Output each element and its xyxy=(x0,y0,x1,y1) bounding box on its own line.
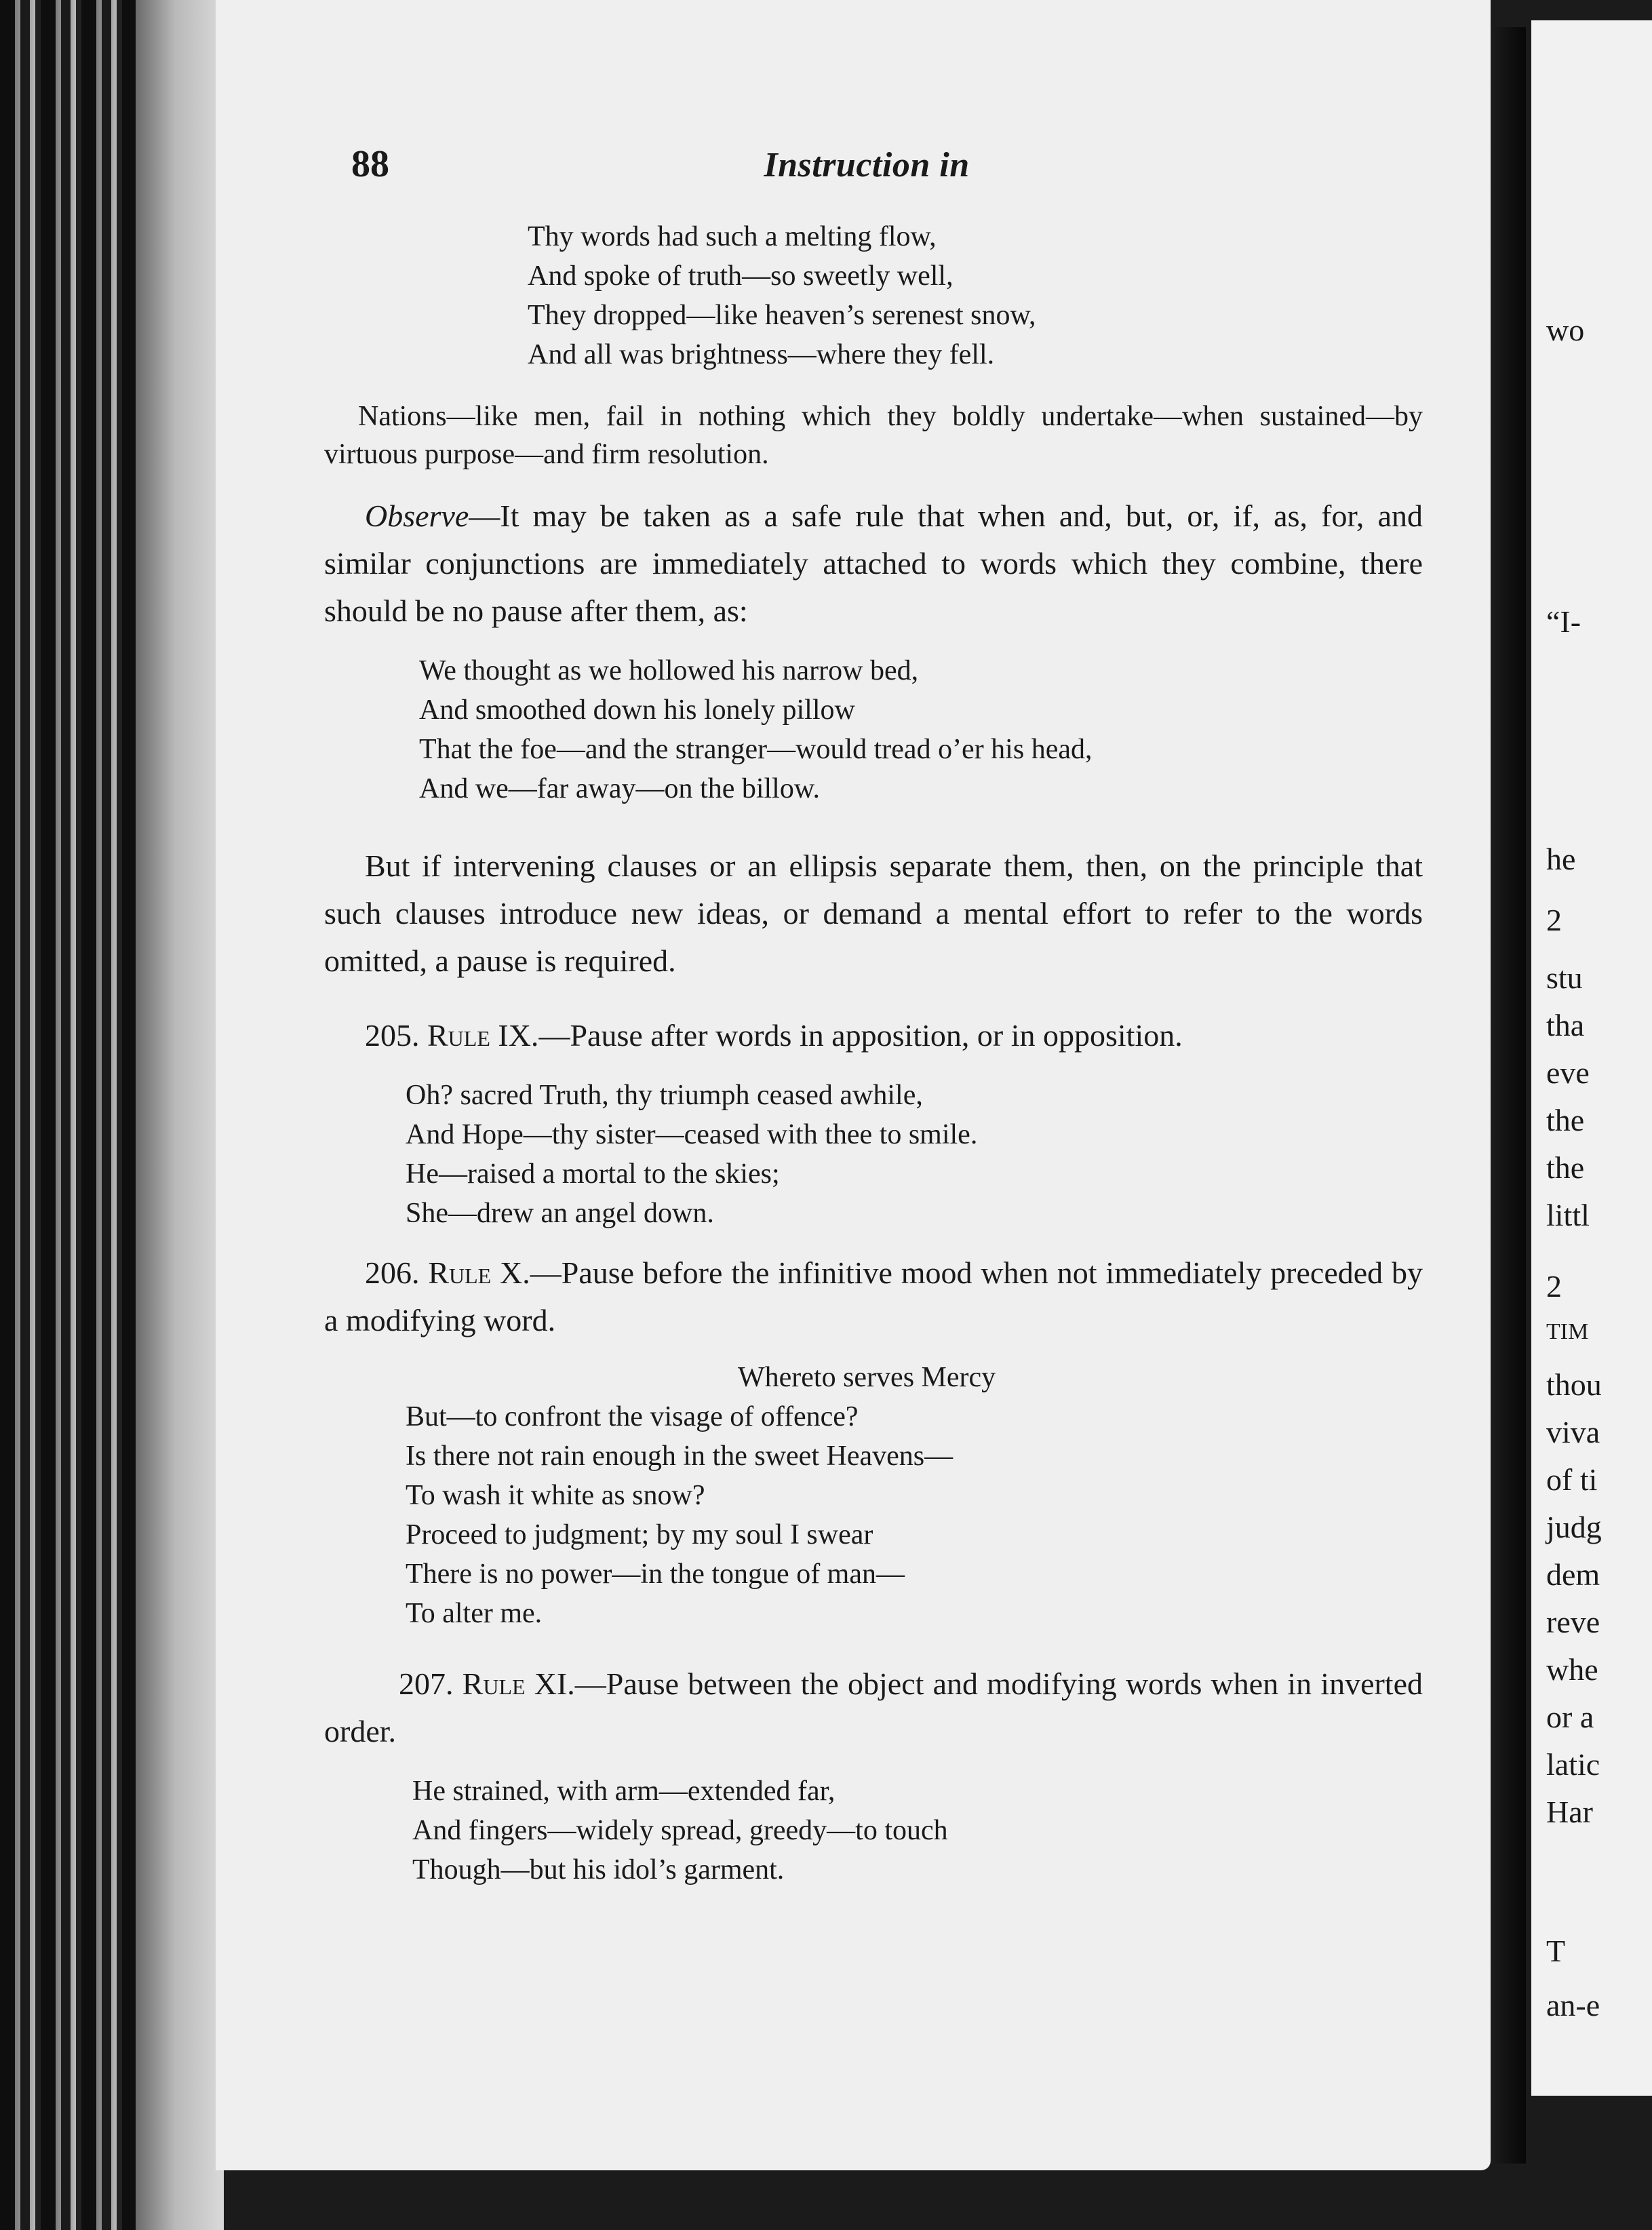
but-paragraph: But if intervening clauses or an ellipsis separate them, then, on the principle that such clauses introduce new ideas, or demand a mental effort to refer to the words omitted, a pause is required. xyxy=(324,848,1423,978)
verse-line: And Hope—thy sister—ceased with thee to smile. xyxy=(406,1119,978,1150)
verse-line: Oh? sacred Truth, thy triumph ceased awhile, xyxy=(406,1080,923,1111)
facing-page-fragment: thou xyxy=(1546,1367,1602,1402)
facing-page-fragment: judg xyxy=(1546,1510,1602,1544)
verse-line: And we—far away—on the billow. xyxy=(419,773,820,804)
page-edges xyxy=(136,0,224,2230)
facing-page-fragment: eve xyxy=(1546,1055,1590,1090)
verse-line: And spoke of truth—so sweetly well, xyxy=(528,260,953,292)
verse-line: She—drew an angel down. xyxy=(406,1198,714,1229)
book-page xyxy=(216,0,1491,2170)
verse-line: He strained, with arm—extended far, xyxy=(412,1776,835,1807)
facing-page-fragment: 2 xyxy=(1546,1269,1562,1304)
verse-line: Though—but his idol’s garment. xyxy=(412,1854,785,1885)
facing-page-fragment: whe xyxy=(1546,1652,1598,1687)
verse-line: He—raised a mortal to the skies; xyxy=(406,1158,780,1190)
rule-number: 206. xyxy=(365,1255,420,1290)
facing-page-fragment: or a xyxy=(1546,1700,1594,1734)
verse-block xyxy=(406,1076,1423,1233)
rule-number: 207. xyxy=(399,1666,454,1701)
verse-line: To wash it white as snow? xyxy=(406,1480,705,1511)
rule-label: Rule IX. xyxy=(427,1018,539,1053)
facing-page-fragment: an-e xyxy=(1546,1988,1600,2022)
facing-page-fragment: of ti xyxy=(1546,1462,1598,1497)
facing-page-fragment: Har xyxy=(1546,1795,1593,1829)
rule-text: —Pause before the infinitive mood when not immediately preceded by a modifying word. xyxy=(324,1255,1423,1337)
verse-line: That the foe—and the stranger—would tread o’er his head, xyxy=(419,734,1093,765)
verse-block xyxy=(528,217,1423,374)
facing-page-fragment: viva xyxy=(1546,1415,1600,1449)
facing-page-fragment: T xyxy=(1546,1934,1566,1968)
verse-line: And all was brightness—where they fell. xyxy=(528,339,995,370)
verse-line: And smoothed down his lonely pillow xyxy=(419,695,855,726)
verse-block xyxy=(419,651,1423,808)
facing-page-fragment: tha xyxy=(1546,1008,1585,1042)
facing-page-fragment: the xyxy=(1546,1103,1585,1137)
observe-paragraph xyxy=(324,492,1423,635)
rule-206 xyxy=(324,1249,1423,1344)
facing-page-fragment: he xyxy=(1546,842,1576,876)
verse-block xyxy=(412,1772,1423,1890)
verse-line: And fingers—widely spread, greedy—to touch xyxy=(412,1815,948,1846)
facing-page-fragment: stu xyxy=(1546,960,1583,995)
observe-text: —It may be taken as a safe rule that when and, but, or, if, as, for, and similar conjunctions are immediately attached to words which they combine, there should be no pause after them, as: xyxy=(324,498,1423,628)
verse-line: But—to confront the visage of offence? xyxy=(406,1401,859,1432)
facing-page-fragment: 2 xyxy=(1546,903,1562,937)
page-body xyxy=(324,217,1423,1890)
verse-line: Thy words had such a melting flow, xyxy=(528,221,937,252)
facing-page-fragment: the xyxy=(1546,1150,1585,1185)
facing-page-fragment: TIM xyxy=(1546,1319,1589,1344)
rule-text: —Pause between the object and modifying words when in inverted order. xyxy=(324,1666,1423,1748)
rule-207 xyxy=(324,1660,1423,1755)
rule-text: —Pause after words in apposition, or in opposition. xyxy=(538,1018,1183,1053)
facing-page-fragment: dem xyxy=(1546,1557,1600,1592)
verse-line: There is no power—in the tongue of man— xyxy=(406,1559,905,1590)
verse-line: To alter me. xyxy=(406,1598,543,1629)
rule-label: Rule X. xyxy=(428,1255,530,1290)
rule-label: Rule XI. xyxy=(462,1666,575,1701)
verse-line: Whereto serves Mercy xyxy=(738,1362,996,1393)
verse-line: We thought as we hollowed his narrow bed, xyxy=(419,655,919,686)
facing-page-fragment: latic xyxy=(1546,1747,1600,1782)
page-number: 88 xyxy=(351,143,389,185)
observe-lead: Observe xyxy=(365,498,469,533)
nations-paragraph: Nations—like men, fail in nothing which they boldly undertake—when sustained—by virtuous purpose—and firm resolution. xyxy=(324,401,1423,470)
facing-page xyxy=(1531,20,1652,2096)
verse-line: Is there not rain enough in the sweet Heavens— xyxy=(406,1441,953,1472)
verse-block xyxy=(406,1358,1423,1633)
running-head: Instruction in xyxy=(764,146,970,184)
page-header xyxy=(351,142,1382,203)
facing-page-fragment: littl xyxy=(1546,1198,1590,1232)
rule-number: 205. xyxy=(365,1018,420,1053)
facing-page-fragment: “I- xyxy=(1546,604,1581,639)
rule-205 xyxy=(324,1012,1423,1059)
facing-page-fragment: wo xyxy=(1546,313,1585,347)
verse-line: Proceed to judgment; by my soul I swear xyxy=(406,1519,873,1550)
gutter-shadow xyxy=(1485,27,1526,2164)
facing-page-fragment: reve xyxy=(1546,1605,1600,1639)
verse-line: They dropped—like heaven’s serenest snow, xyxy=(528,300,1036,331)
